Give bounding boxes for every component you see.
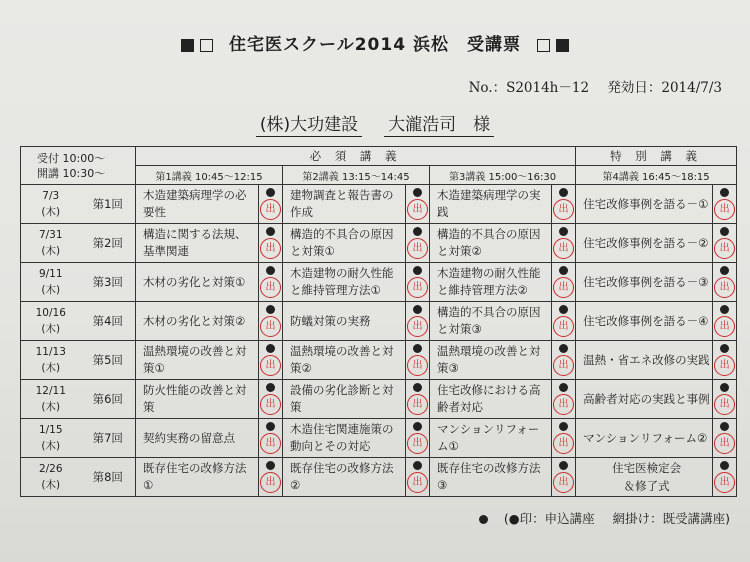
attendance-seal-icon: 出 [714, 238, 735, 259]
attendance-mark [552, 380, 576, 419]
issue-date: 発効日：2014/7/3 [607, 80, 722, 96]
lecture-topic: 構造的不具合の原因と対策③ [430, 302, 552, 341]
lecture-topic: 木造建築病理学の実践 [430, 185, 552, 224]
attendance-seal-icon: 出 [407, 472, 428, 493]
applied-dot-icon [413, 227, 422, 236]
attendance-mark [259, 458, 283, 497]
lecture-topic: 契約実務の留意点 [136, 419, 259, 458]
lecture-topic: 温熱環境の改善と対策② [283, 341, 406, 380]
reception-time: 受付 10:00～ [37, 151, 106, 165]
attendance-seal-icon: 出 [260, 238, 281, 259]
attendance-seal-icon: 出 [260, 472, 281, 493]
lecture-topic: 建物調査と報告書の作成 [283, 185, 406, 224]
lecture-topic: 既存住宅の改修方法① [136, 458, 259, 497]
attendance-mark [713, 224, 737, 263]
document-title [0, 30, 750, 55]
applied-dot-icon [559, 383, 568, 392]
attendance-seal-icon: 出 [260, 394, 281, 415]
session-number: 第1回 [81, 185, 136, 224]
attendance-mark [552, 302, 576, 341]
attendance-seal-icon: 出 [714, 472, 735, 493]
attendance-seal-icon: 出 [407, 316, 428, 337]
session-date [21, 380, 81, 419]
session-number: 第7回 [81, 419, 136, 458]
session-number: 第8回 [81, 458, 136, 497]
session-number: 第2回 [81, 224, 136, 263]
session-date [21, 302, 81, 341]
applied-dot-icon [266, 422, 275, 431]
applied-dot-icon [266, 188, 275, 197]
table-row [21, 419, 737, 458]
date-text: 2/26 [38, 463, 63, 475]
attendance-seal-icon: 出 [407, 355, 428, 376]
applied-dot-icon [720, 266, 729, 275]
attendance-seal-icon: 出 [553, 238, 574, 259]
applied-dot-icon [720, 227, 729, 236]
attendance-mark [552, 458, 576, 497]
attendance-mark [406, 302, 430, 341]
attendance-mark [406, 263, 430, 302]
applied-dot-icon [413, 344, 422, 353]
attendance-mark [406, 185, 430, 224]
attendance-mark [552, 341, 576, 380]
lecture-topic: 構造に関する法規、基準関連 [136, 224, 259, 263]
attendance-seal-icon: 出 [553, 472, 574, 493]
attendance-seal-icon: 出 [407, 277, 428, 298]
lecture-topic: 温熱・省エネ改修の実践 [576, 341, 713, 380]
lecture-topic: 住宅医検定会 ＆修了式 [576, 458, 713, 497]
attendance-mark [552, 224, 576, 263]
applied-dot-icon [413, 383, 422, 392]
attendance-seal-icon: 出 [553, 355, 574, 376]
session-date [21, 185, 81, 224]
session-number: 第6回 [81, 380, 136, 419]
applied-dot-icon [559, 422, 568, 431]
outline-square-icon [537, 39, 550, 52]
table-row [21, 263, 737, 302]
attendance-mark [259, 263, 283, 302]
recipient-person: 大瀧浩司 様 [384, 110, 494, 137]
weekday-text: (木) [41, 245, 61, 257]
filled-square-icon [181, 39, 194, 52]
attendance-mark [552, 419, 576, 458]
applied-dot-icon [413, 461, 422, 470]
weekday-text: (木) [41, 284, 61, 296]
session-date [21, 341, 81, 380]
lecture-topic: 木造建築病理学の必要性 [136, 185, 259, 224]
attendance-mark [259, 341, 283, 380]
applied-dot-icon [413, 188, 422, 197]
table-row [21, 380, 737, 419]
applied-dot-icon [720, 188, 729, 197]
schedule-table [20, 146, 737, 497]
weekday-text: (木) [41, 401, 61, 413]
lecture-topic: 木造建物の耐久性能と維持管理方法② [430, 263, 552, 302]
attendance-seal-icon: 出 [260, 433, 281, 454]
legend [479, 509, 730, 527]
attendance-seal-icon: 出 [260, 199, 281, 220]
attendance-mark [552, 185, 576, 224]
table-row [21, 302, 737, 341]
applied-dot-icon [559, 188, 568, 197]
lecture-topic: 木造建物の耐久性能と維持管理方法① [283, 263, 406, 302]
applied-dot-icon [413, 422, 422, 431]
applied-dot-icon [559, 266, 568, 275]
attendance-seal-icon: 出 [553, 316, 574, 337]
title-text: 住宅医スクール2014 浜松 受講票 [229, 35, 521, 55]
lecture-topic: 木造住宅関連施策の動向とその対応 [283, 419, 406, 458]
lecture-topic: 温熱環境の改善と対策③ [430, 341, 552, 380]
lecture-topic: 住宅改修事例を語る－④ [576, 302, 713, 341]
attendance-mark [406, 341, 430, 380]
lecture-topic: 既存住宅の改修方法② [283, 458, 406, 497]
applied-dot-icon [559, 227, 568, 236]
lecture-topic: 木材の劣化と対策① [136, 263, 259, 302]
session-number: 第5回 [81, 341, 136, 380]
attendance-mark [713, 380, 737, 419]
attendance-seal-icon: 出 [553, 277, 574, 298]
lecture-topic: 住宅改修事例を語る－① [576, 185, 713, 224]
legend-applied: (●印：申込講座 [479, 511, 595, 526]
attendance-seal-icon: 出 [407, 238, 428, 259]
session-number: 第3回 [81, 263, 136, 302]
ticket-number: No.：S2014h－12 [468, 80, 590, 96]
table-row [21, 224, 737, 263]
lecture-3-header: 第3講義 15:00～16:30 [430, 166, 576, 185]
applied-dot-icon [266, 383, 275, 392]
applied-dot-icon [413, 305, 422, 314]
attendance-seal-icon: 出 [407, 199, 428, 220]
lecture-2-header: 第2講義 13:15～14:45 [283, 166, 430, 185]
session-date [21, 458, 81, 497]
attendance-seal-icon: 出 [714, 316, 735, 337]
applied-dot-icon [266, 461, 275, 470]
attendance-seal-icon: 出 [714, 199, 735, 220]
lecture-1-header: 第1講義 10:45～12:15 [136, 166, 283, 185]
date-text: 9/11 [38, 268, 63, 280]
weekday-text: (木) [41, 479, 61, 491]
session-number: 第4回 [81, 302, 136, 341]
date-text: 7/31 [38, 229, 63, 241]
attendance-seal-icon: 出 [553, 433, 574, 454]
table-row [21, 185, 737, 224]
applied-dot-icon [266, 266, 275, 275]
attendance-mark [406, 458, 430, 497]
applied-dot-icon [266, 227, 275, 236]
attendance-mark [259, 224, 283, 263]
attendance-seal-icon: 出 [553, 199, 574, 220]
applied-dot-icon [720, 344, 729, 353]
filled-square-icon [556, 39, 569, 52]
attendance-mark [259, 302, 283, 341]
lecture-topic: マンションリフォーム① [430, 419, 552, 458]
attendance-seal-icon: 出 [714, 355, 735, 376]
time-corner [21, 147, 136, 185]
required-header: 必 須 講 義 [136, 147, 576, 166]
date-text: 10/16 [35, 307, 66, 319]
dot-icon [479, 515, 488, 524]
applied-dot-icon [413, 266, 422, 275]
attendance-seal-icon: 出 [714, 433, 735, 454]
attendance-seal-icon: 出 [407, 433, 428, 454]
attendance-seal-icon: 出 [714, 394, 735, 415]
session-date [21, 263, 81, 302]
date-text: 1/15 [38, 424, 63, 436]
lecture-topic: 住宅改修事例を語る－② [576, 224, 713, 263]
applied-dot-icon [266, 305, 275, 314]
applied-dot-icon [720, 383, 729, 392]
legend-attended: 網掛け：既受講講座) [612, 511, 730, 526]
session-date [21, 224, 81, 263]
attendance-mark [406, 419, 430, 458]
attendance-mark [713, 185, 737, 224]
attendance-mark [406, 224, 430, 263]
applied-dot-icon [720, 461, 729, 470]
lecture-topic: マンションリフォーム② [576, 419, 713, 458]
attendance-seal-icon: 出 [260, 277, 281, 298]
special-header: 特 別 講 義 [576, 147, 737, 166]
recipient-company: (株)大功建設 [256, 110, 362, 137]
outline-square-icon [200, 39, 213, 52]
lecture-topic: 住宅改修における高齢者対応 [430, 380, 552, 419]
attendance-mark [713, 302, 737, 341]
lecture-topic: 温熱環境の改善と対策① [136, 341, 259, 380]
lecture-topic: 構造的不具合の原因と対策② [430, 224, 552, 263]
lecture-topic: 住宅改修事例を語る－③ [576, 263, 713, 302]
attendance-seal-icon: 出 [407, 394, 428, 415]
attendance-mark [713, 341, 737, 380]
lecture-4-header: 第4講義 16:45～18:15 [576, 166, 737, 185]
attendance-mark [259, 419, 283, 458]
attendance-mark [552, 263, 576, 302]
date-text: 11/13 [35, 346, 66, 358]
lecture-topic: 設備の劣化診断と対策 [283, 380, 406, 419]
attendance-mark [713, 263, 737, 302]
session-date [21, 419, 81, 458]
weekday-text: (木) [41, 323, 61, 335]
applied-dot-icon [559, 344, 568, 353]
weekday-text: (木) [41, 362, 61, 374]
attendance-mark [259, 185, 283, 224]
lecture-topic: 防火性能の改善と対策 [136, 380, 259, 419]
attendance-seal-icon: 出 [260, 355, 281, 376]
attendance-mark [713, 458, 737, 497]
lecture-topic: 木材の劣化と対策② [136, 302, 259, 341]
applied-dot-icon [266, 344, 275, 353]
weekday-text: (木) [41, 206, 61, 218]
attendance-seal-icon: 出 [553, 394, 574, 415]
attendance-mark [406, 380, 430, 419]
attendance-mark [713, 419, 737, 458]
attendance-seal-icon: 出 [714, 277, 735, 298]
applied-dot-icon [559, 461, 568, 470]
date-text: 7/3 [42, 190, 60, 202]
weekday-text: (木) [41, 440, 61, 452]
attendance-mark [259, 380, 283, 419]
applied-dot-icon [720, 305, 729, 314]
lecture-topic: 既存住宅の改修方法③ [430, 458, 552, 497]
recipient [0, 110, 750, 137]
table-row [21, 341, 737, 380]
applied-dot-icon [559, 305, 568, 314]
lecture-topic: 防蟻対策の実務 [283, 302, 406, 341]
opening-time: 開講 10:30～ [37, 166, 106, 180]
table-row [21, 458, 737, 497]
applied-dot-icon [720, 422, 729, 431]
attendance-seal-icon: 出 [260, 316, 281, 337]
lecture-topic: 高齢者対応の実践と事例 [576, 380, 713, 419]
lecture-topic: 構造的不具合の原因と対策① [283, 224, 406, 263]
ticket-meta [455, 76, 722, 96]
date-text: 12/11 [35, 385, 66, 397]
